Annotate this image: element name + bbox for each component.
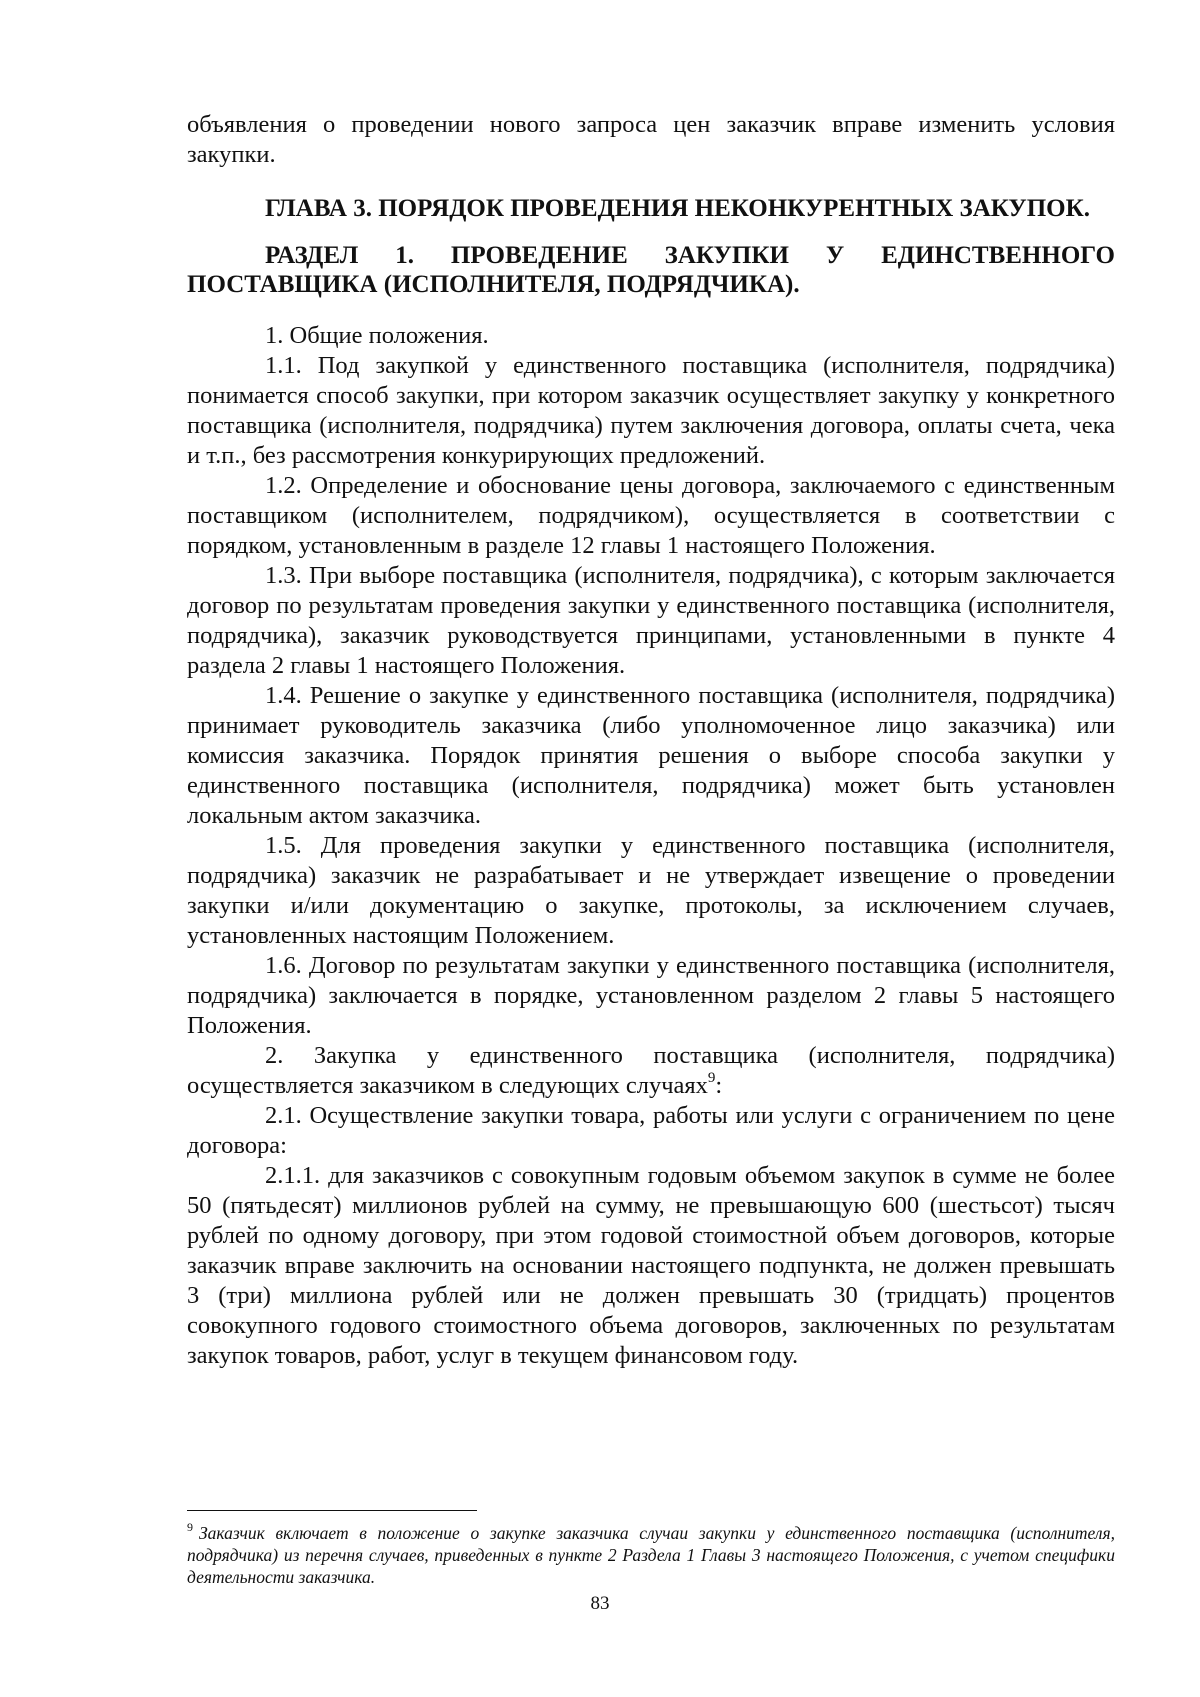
footnote-reference[interactable]: 9 [707,1069,716,1086]
paragraph-1-2: 1.2. Определение и обоснование цены договора, заключаемого с единственным поставщиком (исполнителем, подрядчиком), осуществляется в соответствии с порядком, установленным в разделе 12 главы 1 настоящего Положения. [187,472,1115,559]
paragraph-2-1: 2.1. Осуществление закупки товара, работы или услуги с ограничением по цене договора: [187,1102,1115,1159]
paragraph-2-tail: : [715,1072,723,1099]
chapter-heading: ГЛАВА 3. ПОРЯДОК ПРОВЕДЕНИЯ НЕКОНКУРЕНТНЫХ ЗАКУПОК. [265,195,1090,222]
paragraph-1: 1. Общие положения. [265,322,489,349]
section-heading-line-2: ПОСТАВЩИКА (ИСПОЛНИТЕЛЯ, ПОДРЯДЧИКА). [187,271,800,298]
section-heading [187,241,1115,299]
paragraph-2-text: 2. Закупка у единственного поставщика (исполнителя, подрядчика) осуществляется заказчиком в следующих случаях [187,1042,1115,1099]
document-page [187,110,1115,1371]
footnote [187,1522,1115,1588]
paragraph-2 [187,1041,1115,1101]
footnote-mark: 9 [187,1520,193,1535]
paragraph-continuation: объявления о проведении нового запроса цен заказчик вправе изменить условия закупки. [187,111,1115,168]
paragraph-1-1: 1.1. Под закупкой у единственного поставщика (исполнителя, подрядчика) понимается способ закупки, при котором заказчик осуществляет закупку у конкретного поставщика (исполнителя, подрядчика) путем заключения договора, оплаты счета, чека и т.п., без рассмотрения конкурирующих предложений. [187,352,1115,469]
paragraph-2-1-1: 2.1.1. для заказчиков с совокупным годовым объемом закупок в сумме не более 50 (пятьдесят) миллионов рублей на сумму, не превышающую 600 (шестьсот) тысяч рублей по одному договору, при этом годовой стоимостной объем договоров, которые заказчик вправе заключить на основании настоящего подпункта, не должен превышать 3 (три) миллиона рублей или не должен превышать 30 (тридцать) процентов совокупного годового стоимостного объема договоров, заключенных по результатам закупок товаров, работ, услуг в текущем финансовом году. [187,1162,1115,1369]
section-heading-line-1: РАЗДЕЛ 1. ПРОВЕДЕНИЕ ЗАКУПКИ У ЕДИНСТВЕННОГО [265,242,1115,269]
paragraph-1-6: 1.6. Договор по результатам закупки у единственного поставщика (исполнителя, подрядчика) заключается в порядке, установленном разделом 2 главы 5 настоящего Положения. [187,952,1115,1039]
footnote-text: Заказчик включает в положение о закупке заказчика случаи закупки у единственного поставщика (исполнителя, подрядчика) из перечня случаев, приведенных в пункте 2 Раздела 1 Главы 3 настоящего Положения, с учетом специфики деятельности заказчика. [187,1523,1115,1587]
paragraph-1-4: 1.4. Решение о закупке у единственного поставщика (исполнителя, подрядчика) принимает руководитель заказчика (либо уполномоченное лицо заказчика) или комиссия заказчика. Порядок принятия решения о выборе способа закупки у единственного поставщика (исполнителя, подрядчика) может быть установлен локальным актом заказчика. [187,682,1115,829]
footnote-divider [187,1510,477,1511]
page-number: 83 [590,1593,610,1614]
paragraph-1-3: 1.3. При выборе поставщика (исполнителя, подрядчика), с которым заключается договор по результатам проведения закупки у единственного поставщика (исполнителя, подрядчика), заказчик руководствуется принципами, установленными в пункте 4 раздела 2 главы 1 настоящего Положения. [187,562,1115,679]
paragraph-1-5: 1.5. Для проведения закупки у единственного поставщика (исполнителя, подрядчика) заказчик не разрабатывает и не утверждает извещение о проведении закупки и/или документацию о закупке, протоколы, за исключением случаев, установленных настоящим Положением. [187,832,1115,949]
